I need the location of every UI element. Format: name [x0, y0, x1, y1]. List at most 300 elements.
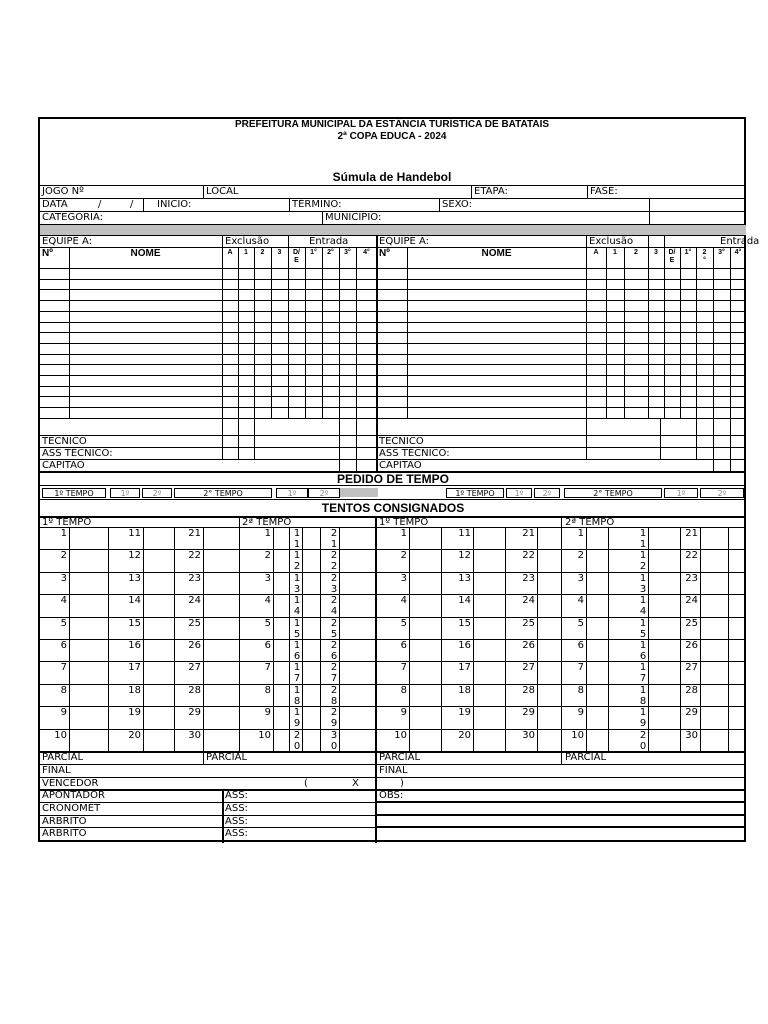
table-row[interactable]	[377, 418, 746, 419]
divider	[40, 268, 377, 269]
goal-number: 2 5	[330, 617, 338, 640]
column-header: 1°	[310, 249, 317, 256]
goal-number: 6	[264, 640, 271, 651]
goal-number: 24	[522, 595, 535, 607]
pedido-label: 2º	[717, 489, 727, 498]
goal-number: 23	[685, 572, 698, 584]
goal-number: 2 0	[639, 729, 647, 752]
goal-number: 1 7	[293, 662, 301, 685]
table-row[interactable]	[40, 300, 377, 301]
goal-number: 1 4	[639, 595, 647, 618]
entrada-label: Entrada	[309, 236, 349, 247]
jogo-label: JOGO Nº	[42, 186, 84, 197]
goal-number: 9	[577, 707, 584, 719]
divider	[40, 435, 377, 436]
exclusao-label: Exclusão	[589, 236, 634, 247]
goal-number: 26	[522, 640, 535, 651]
goal-number: 18	[128, 684, 141, 696]
goal-number: 11	[458, 528, 471, 539]
table-row[interactable]	[377, 375, 746, 376]
divider	[728, 527, 729, 751]
divider	[586, 418, 587, 459]
parcial-label: PARCIAL	[565, 752, 607, 763]
goal-number: 28	[188, 684, 201, 696]
pedido-label: 1º	[676, 489, 686, 498]
goal-number: 14	[128, 595, 141, 607]
table-row[interactable]	[40, 289, 377, 290]
column-header: 2 °	[702, 249, 707, 264]
equipe-label: EQUIPE A:	[42, 236, 93, 247]
divider	[143, 527, 144, 751]
table-row[interactable]	[377, 386, 746, 387]
goal-number: 15	[458, 617, 471, 629]
pedido-label: 1º	[514, 489, 524, 498]
tentos-tempo1: 1º TEMPO	[42, 517, 92, 528]
divider	[289, 527, 290, 751]
divider	[40, 777, 746, 778]
pedido-label: 1º TEMPO	[54, 489, 94, 498]
local-label: LOCAL	[206, 186, 239, 197]
goal-number: 1 2	[639, 550, 647, 573]
goal-number: 2 3	[330, 572, 338, 595]
goal-number: 1 3	[639, 572, 647, 595]
goal-number: 19	[128, 707, 141, 719]
goal-number: 1 5	[639, 617, 647, 640]
goal-number: 25	[188, 617, 201, 629]
divider	[730, 418, 731, 471]
tentos-tempo2: 2ª TEMPO	[242, 517, 292, 528]
goal-number: 10	[571, 729, 584, 741]
goal-number: 9	[60, 707, 67, 719]
pedido-label: 1º TEMPO	[455, 489, 495, 498]
column-header: 1	[244, 249, 248, 256]
goal-number: 6	[400, 640, 407, 651]
goal-number: 25	[522, 617, 535, 629]
column-header: 2	[634, 249, 638, 256]
goal-number: 1 3	[293, 572, 301, 595]
ass-label: ASS:	[225, 790, 248, 801]
table-row[interactable]	[377, 343, 746, 344]
divider	[302, 527, 303, 751]
divider	[203, 527, 204, 751]
divider	[471, 185, 472, 198]
goal-number: 6	[577, 640, 584, 651]
goal-number: 28	[522, 684, 535, 696]
tentos-tempo2: 2ª TEMPO	[565, 517, 615, 528]
divider	[680, 527, 681, 751]
goal-number: 17	[128, 662, 141, 674]
goal-number: 1 2	[293, 550, 301, 573]
goal-number: 2 9	[330, 707, 338, 730]
goal-number: 22	[685, 550, 698, 562]
capitao-label: CAPITÃO	[42, 460, 85, 471]
column-header: 2	[260, 249, 265, 256]
divider	[203, 751, 204, 764]
pedido-label: 2° TEMPO	[593, 489, 633, 498]
vencedor-paren: (	[304, 778, 308, 789]
column-header: 1	[613, 249, 617, 256]
divider	[377, 801, 746, 803]
table-row[interactable]	[40, 279, 377, 280]
goal-number: 5	[60, 617, 67, 629]
goal-number: 1 8	[639, 684, 647, 707]
divider	[586, 527, 587, 751]
goal-number: 24	[188, 595, 201, 607]
goal-number: 2 2	[330, 550, 338, 573]
goal-number: 10	[258, 729, 271, 741]
goal-number: 21	[522, 528, 535, 539]
goal-number: 1	[60, 528, 67, 539]
divider	[561, 751, 562, 764]
goal-number: 27	[685, 662, 698, 674]
tentos-title: TENTOS CONSIGNADOS	[321, 501, 465, 515]
goal-number: 14	[458, 595, 471, 607]
goal-number: 10	[54, 729, 67, 741]
goal-number: 10	[394, 729, 407, 741]
header-line1: PREFEITURA MUNICIPAL DA ESTÂNCIA TURÍSTICA DE BATATAIS	[234, 119, 550, 130]
divider	[289, 198, 290, 211]
divider	[40, 485, 746, 486]
goal-number: 8	[264, 684, 271, 696]
divider	[222, 235, 223, 247]
column-header: 3	[654, 249, 658, 256]
table-row[interactable]	[40, 354, 377, 355]
column-header: 2°	[327, 249, 334, 256]
data-slash: /	[130, 199, 134, 210]
divider	[586, 235, 587, 247]
goal-number: 12	[128, 550, 141, 562]
goal-number: 28	[685, 684, 698, 696]
goal-number: 7	[60, 662, 67, 674]
ass-tecnico-label: ASS TÉCNICO:	[42, 448, 113, 459]
arbitro-label: ÁRBRITO	[42, 828, 87, 839]
goal-number: 1 6	[293, 640, 301, 662]
divider	[239, 527, 240, 751]
divider	[40, 211, 746, 212]
sumula-sheet	[38, 117, 760, 842]
table-row[interactable]	[40, 311, 377, 312]
numero-header: Nº	[42, 248, 53, 259]
goal-number: 24	[685, 595, 698, 607]
nome-header: NOME	[481, 248, 512, 259]
goal-number: 1	[577, 528, 584, 539]
final-label: FINAL	[42, 765, 71, 776]
goal-number: 27	[522, 662, 535, 674]
divider	[273, 527, 274, 751]
goal-number: 23	[522, 572, 535, 584]
table-row[interactable]	[377, 396, 746, 397]
table-row[interactable]	[377, 289, 746, 290]
column-header: D/ E	[668, 249, 676, 264]
cronomet-label: CRONOMET	[42, 803, 101, 814]
goal-number: 2 0	[293, 729, 301, 752]
table-row[interactable]	[377, 364, 746, 365]
goal-number: 27	[188, 662, 201, 674]
divider	[377, 814, 746, 816]
final-label: FINAL	[379, 765, 408, 776]
sexo-label: SEXO:	[442, 199, 472, 210]
divider	[700, 527, 701, 751]
inicio-label: INICIO:	[157, 199, 192, 210]
divider	[377, 268, 746, 269]
goal-number: 3	[577, 572, 584, 584]
nome-header: NOME	[130, 248, 161, 259]
divider	[203, 185, 204, 198]
divider	[69, 527, 70, 751]
goal-number: 4	[60, 595, 67, 607]
divider	[439, 198, 440, 211]
table-row[interactable]	[377, 407, 746, 408]
goal-number: 7	[264, 662, 271, 674]
table-row[interactable]	[40, 386, 377, 387]
divider	[222, 789, 224, 843]
divider	[608, 527, 609, 751]
goal-number: 4	[400, 595, 407, 607]
goal-number: 8	[577, 684, 584, 696]
divider	[377, 459, 746, 460]
table-row[interactable]	[40, 375, 377, 376]
goal-number: 20	[458, 729, 471, 741]
goal-number: 3	[60, 572, 67, 584]
goal-number: 2 4	[330, 595, 338, 618]
divider	[409, 527, 410, 751]
divider	[648, 235, 649, 247]
pedido-label: 1º	[287, 489, 297, 498]
goal-number: 6	[60, 640, 67, 651]
table-row[interactable]	[377, 311, 746, 312]
goal-number: 2 6	[330, 640, 338, 662]
column-header: 4°	[734, 249, 742, 256]
goal-number: 1 1	[639, 528, 647, 550]
table-row[interactable]	[377, 322, 746, 323]
goal-number: 5	[577, 617, 584, 629]
vencedor-x: X	[352, 778, 359, 789]
ass-label: ASS:	[225, 828, 248, 839]
table-row[interactable]	[40, 407, 377, 408]
goal-number: 1	[400, 528, 407, 539]
divider	[473, 527, 474, 751]
goal-number: 2 1	[330, 528, 338, 550]
goal-number: 20	[128, 729, 141, 741]
table-row[interactable]	[40, 418, 377, 419]
divider	[320, 527, 321, 751]
goal-number: 7	[400, 662, 407, 674]
goal-number: 22	[188, 550, 201, 562]
divider	[441, 527, 442, 751]
municipio-label: MUNICÍPIO:	[325, 212, 382, 223]
column-header: D/ E	[293, 249, 300, 264]
goal-number: 2	[400, 550, 407, 562]
goal-number: 30	[188, 729, 201, 741]
table-row[interactable]	[40, 322, 377, 323]
ass-tecnico-label: ASS TÉCNICO:	[379, 448, 450, 459]
entrada-label: Entrada	[720, 236, 760, 247]
goal-number: 3	[400, 572, 407, 584]
goal-number: 2	[60, 550, 67, 562]
column-header: 3°	[718, 249, 725, 256]
goal-number: 12	[458, 550, 471, 562]
goal-number: 2 7	[330, 662, 338, 685]
divider	[649, 198, 650, 224]
etapa-label: ETAPA:	[474, 186, 508, 197]
goal-number: 1 9	[639, 707, 647, 730]
column-header: 4°	[363, 249, 370, 256]
goal-number: 1 8	[293, 684, 301, 707]
page-title: Súmula de Handebol	[332, 170, 452, 184]
divider	[40, 459, 377, 460]
ass-label: ASS:	[225, 803, 248, 814]
divider	[40, 499, 746, 500]
vencedor-label: VENCEDOR	[42, 778, 99, 789]
header-line2: 2ª COPA EDUCA - 2024	[337, 131, 447, 142]
goal-number: 7	[577, 662, 584, 674]
divider	[322, 211, 323, 224]
goal-number: 23	[188, 572, 201, 584]
goal-number: 17	[458, 662, 471, 674]
table-row[interactable]	[40, 343, 377, 344]
column-header: 3	[277, 249, 282, 256]
tecnico-label: TECNICO	[42, 436, 87, 447]
goal-number: 1 1	[293, 528, 301, 550]
goal-number: 5	[400, 617, 407, 629]
obs-label: OBS:	[379, 790, 404, 801]
divider	[375, 527, 376, 751]
goal-number: 1 6	[639, 640, 647, 662]
goal-number: 4	[577, 595, 584, 607]
goal-number: 16	[458, 640, 471, 651]
divider	[505, 527, 506, 751]
column-header: A	[227, 249, 233, 256]
goal-number: 5	[264, 617, 271, 629]
divider	[377, 435, 746, 436]
goal-number: 9	[264, 707, 271, 719]
divider	[40, 185, 746, 186]
pedido-label: 2º	[152, 489, 162, 498]
goal-number: 8	[400, 684, 407, 696]
table-row[interactable]	[40, 396, 377, 397]
goal-number: 11	[128, 528, 141, 539]
goal-number: 29	[188, 707, 201, 719]
column-header: 3°	[344, 249, 351, 256]
goal-number: 18	[458, 684, 471, 696]
equipe-label: EQUIPE A:	[379, 236, 430, 247]
goal-number: 3	[264, 572, 271, 584]
pedido-label: 1º	[120, 489, 130, 498]
table-row[interactable]	[377, 354, 746, 355]
divider	[40, 198, 746, 199]
goal-number: 8	[60, 684, 67, 696]
goal-number: 25	[685, 617, 698, 629]
goal-number: 19	[458, 707, 471, 719]
categoria-label: CATEGORIA:	[42, 212, 104, 223]
goal-number: 1	[264, 528, 271, 539]
column-header: A	[593, 249, 599, 256]
data-slash: /	[98, 199, 102, 210]
apontador-label: APONTADOR	[42, 790, 105, 801]
goal-number: 30	[522, 729, 535, 741]
goal-number: 22	[522, 550, 535, 562]
goal-number: 1 4	[293, 595, 301, 618]
parcial-label: PARCIAL	[42, 752, 84, 763]
goal-number: 21	[685, 528, 698, 539]
divider	[713, 418, 714, 471]
goal-number: 30	[685, 729, 698, 741]
goal-number: 2	[264, 550, 271, 562]
grey-fill	[340, 488, 378, 497]
numero-header: Nº	[379, 248, 390, 259]
column-header: 1°	[684, 249, 692, 256]
goal-number: 26	[685, 640, 698, 651]
termino-label: TÉRMINO:	[292, 199, 342, 210]
table-row[interactable]	[377, 332, 746, 333]
divider	[660, 418, 661, 459]
goal-number: 29	[522, 707, 535, 719]
divider	[174, 527, 175, 751]
data-label: DATA	[42, 199, 68, 210]
divider	[238, 418, 239, 459]
goal-number: 1 5	[293, 617, 301, 640]
exclusao-label: Exclusão	[225, 236, 270, 247]
goal-number: 26	[188, 640, 201, 651]
goal-number: 21	[188, 528, 201, 539]
divider	[143, 198, 144, 211]
divider	[537, 527, 538, 751]
grey-band	[40, 225, 746, 235]
divider	[222, 418, 223, 459]
pedido-label: 2° TEMPO	[203, 489, 243, 498]
parcial-label: PARCIAL	[206, 752, 248, 763]
arbitro-label: ÁRBRITO	[42, 816, 87, 827]
pedido-label: 2º	[542, 489, 552, 498]
capitao-label: CAPITÃO	[379, 460, 422, 471]
goal-number: 13	[128, 572, 141, 584]
divider	[375, 751, 377, 843]
vencedor-paren: )	[400, 778, 404, 789]
goal-number: 1 9	[293, 707, 301, 730]
table-row[interactable]	[377, 279, 746, 280]
divider	[377, 826, 746, 828]
goal-number: 29	[685, 707, 698, 719]
table-row[interactable]	[377, 300, 746, 301]
tecnico-label: TECNICO	[379, 436, 424, 447]
divider	[254, 418, 255, 459]
goal-number: 4	[264, 595, 271, 607]
goal-number: 9	[400, 707, 407, 719]
divider	[339, 418, 340, 471]
divider	[696, 418, 697, 459]
table-row[interactable]	[40, 364, 377, 365]
pedido-label: 2º	[319, 489, 329, 498]
divider	[356, 418, 357, 471]
goal-number: 2 8	[330, 684, 338, 707]
divider	[664, 235, 665, 247]
divider	[339, 527, 340, 751]
goal-number: 1 7	[639, 662, 647, 685]
divider	[288, 235, 289, 247]
goal-number: 16	[128, 640, 141, 651]
divider	[648, 527, 649, 751]
goal-number: 15	[128, 617, 141, 629]
goal-number: 2	[577, 550, 584, 562]
fase-label: FASE:	[590, 186, 618, 197]
goal-number: 3 0	[330, 729, 338, 752]
divider	[108, 527, 109, 751]
pedido-title: PEDIDO DE TEMPO	[336, 472, 449, 486]
table-row[interactable]	[40, 332, 377, 333]
tentos-tempo1: 1º TEMPO	[379, 517, 429, 528]
goal-number: 13	[458, 572, 471, 584]
divider	[587, 185, 588, 198]
